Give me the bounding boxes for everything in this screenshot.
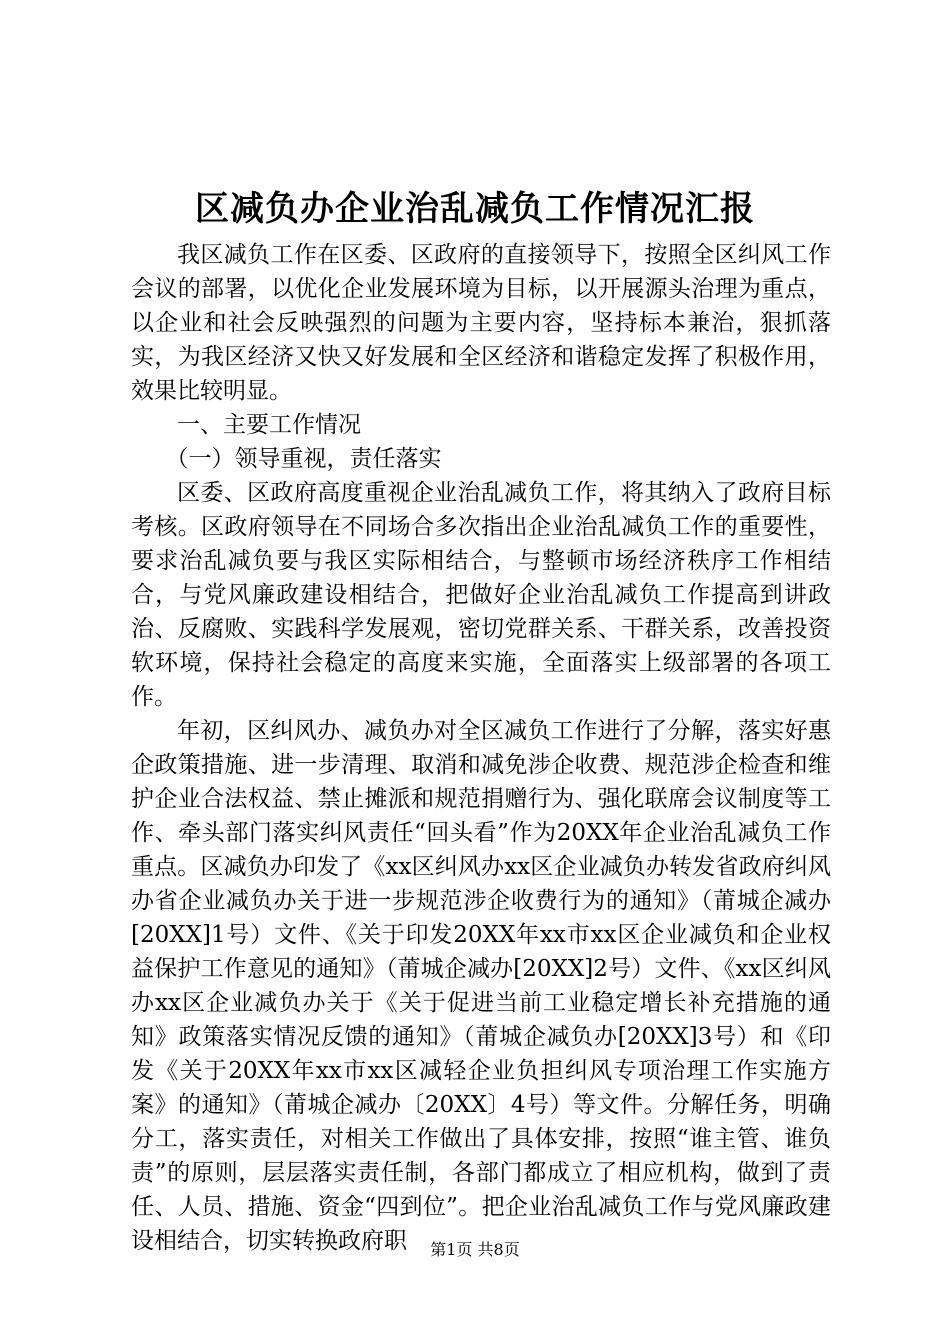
section-heading: 一、主要工作情况 — [177, 412, 361, 438]
body-paragraph-leadership: 区委、区政府高度重视企业治乱减负工作，将其纳入了政府目标考核。区政府领导在不同场合多次指出企业治乱减负工作的重要性，要求治乱减负要与我区实际相结合，与整顿市场经济秩序工作相结合，与党风廉政建设相结合，把做好企业治乱减负工作提高到讲政治、反腐败、实践科学发展观，密切党群关系、干群关系，改善投资软环境，保持社会稳定的高度来实施，全面落实上级部署的各项工作。 — [131, 480, 831, 710]
subsection-heading: （一）领导重视，责任落实 — [165, 446, 442, 472]
page-number-footer: 第1页 共8页 — [430, 1240, 520, 1259]
document-body — [131, 238, 831, 1258]
intro-paragraph: 我区减负工作在区委、区政府的直接领导下，按照全区纠风工作会议的部署，以优化企业发展环境为目标，以开展源头治理为重点，以企业和社会反映强烈的问题为主要内容，坚持标本兼治，狠抓落实，为我区经济又快又好发展和全区经济和谐稳定发挥了积极作用，效果比较明显。 — [131, 242, 831, 404]
body-paragraph-tasks: 年初，区纠风办、减负办对全区减负工作进行了分解，落实好惠企政策措施、进一步清理、取消和减免涉企收费、规范涉企检查和维护企业合法权益、禁止摊派和规范捐赠行为、强化联席会议制度等工作、牵头部门落实纠风责任“回头看”作为20XX年企业治乱减负工作重点。区减负办印发了《xx区纠风办xx区企业减负办转发省政府纠风办省企业减负办关于进一步规范涉企收费行为的通知》（莆城企减办[20XX]1号）文件、《关于印发20XX年xx市xx区企业减负和企业权益保护工作意见的通知》（莆城企减办[20XX]2号）文件、《xx区纠风办xx区企业减负办关于《关于促进当前工业稳定增长补充措施的通知》政策落实情况反馈的通知》（莆城企减负办[20XX]3号）和《印发《关于20XX年xx市xx区减轻企业负担纠风专项治理工作实施方案》的通知》（莆城企减办〔20XX〕4号）等文件。分解任务，明确分工，落实责任，对相关工作做出了具体安排，按照“谁主管、谁负责”的原则，层层落实责任制，各部门都成立了相应机构，做到了责任、人员、措施、资金“四到位”。把企业治乱减负工作与党风廉政建设相结合，切实转换政府职 — [131, 718, 831, 1254]
document-title: 区减负办企业治乱减负工作情况汇报 — [195, 189, 755, 229]
